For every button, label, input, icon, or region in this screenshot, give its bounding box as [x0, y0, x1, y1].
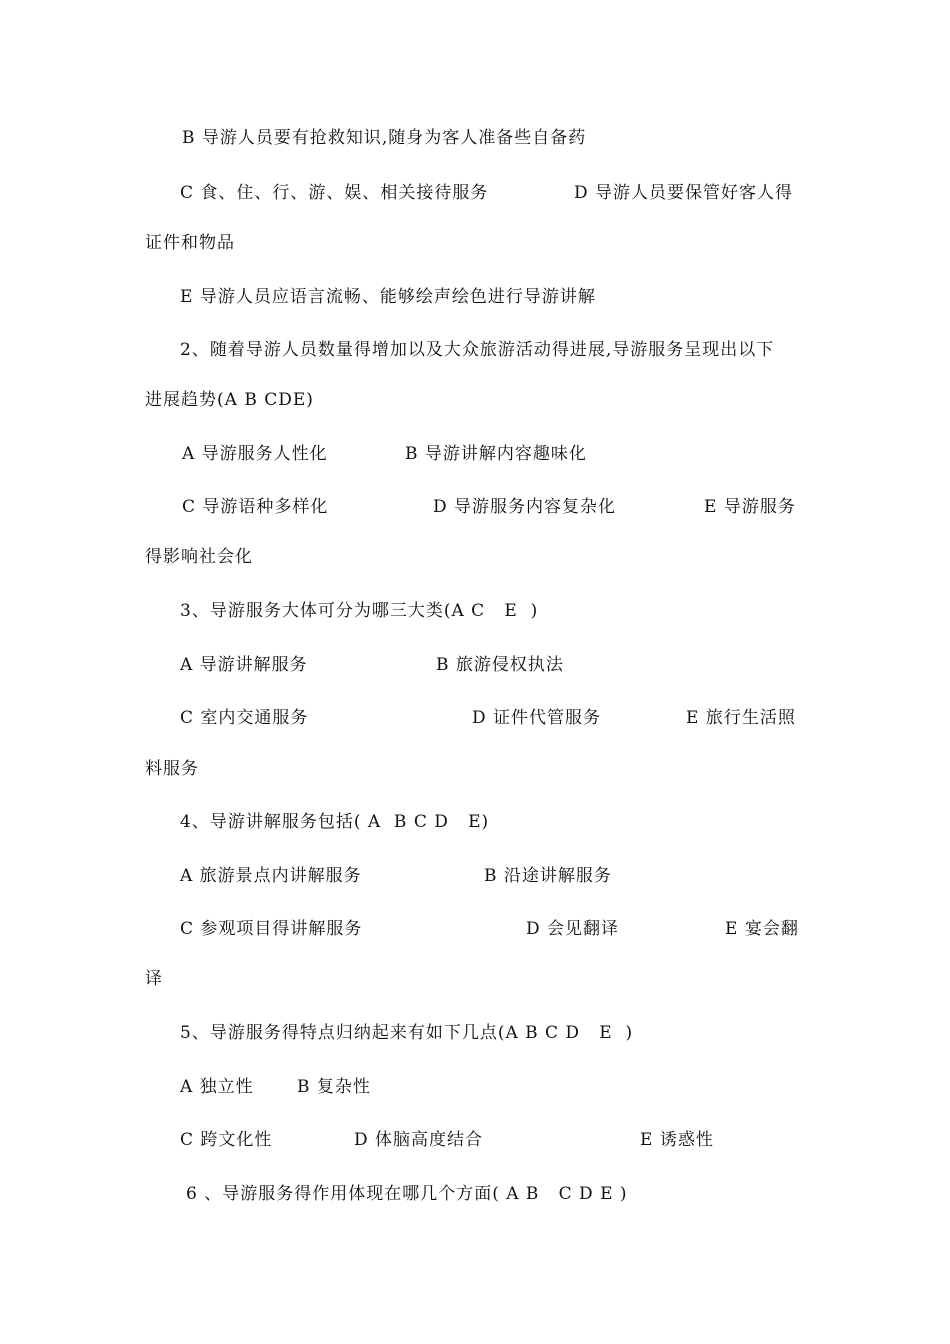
option-line: E 导游人员应语言流畅、能够绘声绘色进行导游讲解: [180, 287, 596, 307]
option-line: A 旅游景点内讲解服务: [180, 866, 362, 886]
option-line: D 会见翻译: [526, 919, 620, 939]
option-line: D 导游服务内容复杂化: [433, 497, 617, 517]
continuation-line: 料服务: [145, 759, 199, 779]
option-line: D 证件代管服务: [472, 708, 602, 728]
option-line: A 导游服务人性化: [182, 444, 328, 464]
option-line: C 跨文化性: [180, 1130, 273, 1150]
option-line: B 沿途讲解服务: [484, 866, 612, 886]
option-line: E 宴会翻: [725, 919, 799, 939]
continuation-line: 译: [145, 969, 163, 989]
option-line: B 复杂性: [297, 1077, 371, 1097]
option-line: B 导游讲解内容趣味化: [405, 444, 587, 464]
question-line: 5、导游服务得特点归纳起来有如下几点(A B C D E ): [180, 1023, 634, 1043]
option-line: C 参观项目得讲解服务: [180, 919, 363, 939]
option-line: E 旅行生活照: [686, 708, 796, 728]
option-line: C 导游语种多样化: [182, 497, 329, 517]
option-line: A 独立性: [180, 1077, 254, 1097]
question-line: 3、导游服务大体可分为哪三大类(A C E ): [180, 601, 539, 621]
continuation-line: 证件和物品: [145, 233, 235, 253]
continuation-line: 进展趋势(A B CDE): [145, 390, 314, 410]
option-line: C 食、住、行、游、娱、相关接待服务: [180, 183, 489, 203]
question-line: 4、导游讲解服务包括( A B C D E): [180, 812, 490, 832]
continuation-line: 得影响社会化: [145, 547, 253, 567]
option-line: B 导游人员要有抢救知识,随身为客人准备些自备药: [182, 128, 587, 148]
option-line: D 导游人员要保管好客人得: [574, 183, 794, 203]
option-line: A 导游讲解服务: [180, 655, 308, 675]
option-line: C 室内交通服务: [180, 708, 309, 728]
option-line: D 体脑高度结合: [354, 1130, 484, 1150]
question-line: 2、随着导游人员数量得增加以及大众旅游活动得进展,导游服务呈现出以下: [180, 340, 775, 360]
question-line: 6 、导游服务得作用体现在哪几个方面( A B C D E ): [186, 1184, 628, 1204]
option-line: E 导游服务: [704, 497, 796, 517]
option-line: E 诱惑性: [640, 1130, 714, 1150]
option-line: B 旅游侵权执法: [436, 655, 564, 675]
